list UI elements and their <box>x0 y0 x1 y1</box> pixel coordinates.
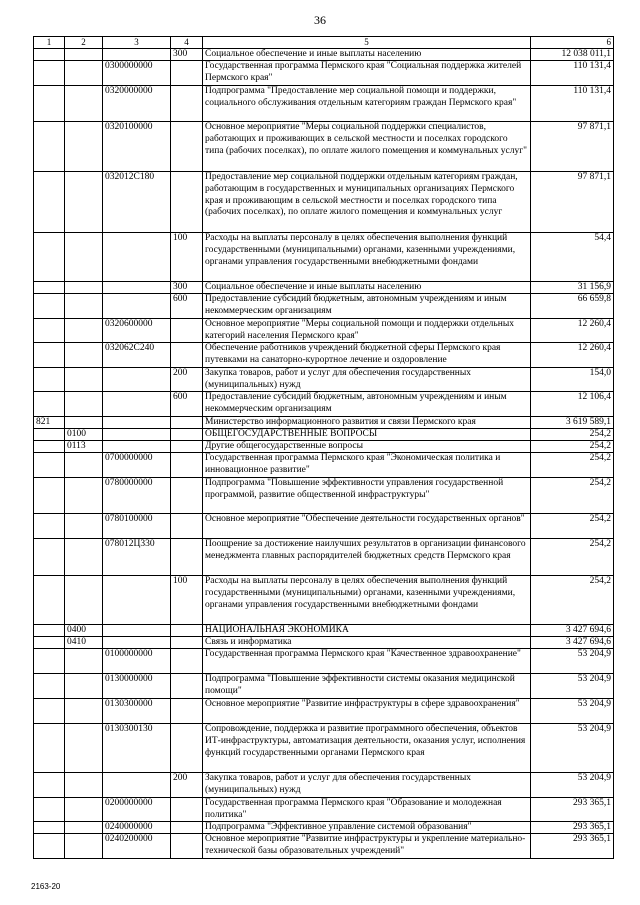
cell-sluzhba <box>33 122 65 171</box>
table-row <box>33 453 614 478</box>
cell-target-article: 032062С240 <box>103 343 171 367</box>
cell-sluzhba <box>33 834 65 858</box>
cell-amount: 154,0 <box>531 368 614 391</box>
cell-sluzhba <box>33 699 65 723</box>
cell-target-article: 0320000000 <box>103 86 171 121</box>
cell-expense-type: 300 <box>171 49 203 60</box>
cell-sluzhba <box>33 172 65 232</box>
table-row <box>33 282 614 294</box>
cell-expense-type <box>171 539 203 575</box>
cell-description: Министерство информационного развития и связи Пермского края <box>203 417 531 428</box>
cell-expense-type <box>171 724 203 772</box>
cell-description: Основное мероприятие "Меры социальной помощи и поддержки отдельных категорий населения Пермского края" <box>203 319 531 342</box>
cell-section <box>65 343 103 367</box>
cell-target-article: 0320600000 <box>103 319 171 342</box>
cell-expense-type: 100 <box>171 233 203 281</box>
cell-amount: 254,2 <box>531 429 614 440</box>
page-number: 36 <box>314 13 326 27</box>
table-row <box>33 343 614 368</box>
table-row <box>33 674 614 699</box>
cell-target-article: 078012Ц330 <box>103 539 171 575</box>
cell-expense-type: 600 <box>171 392 203 416</box>
cell-description: Предоставление мер социальной поддержки отдельным категориям граждан, работающим в государственных и муниципальных организациях Пермского края и проживающим в сельской местности и поселках городского типа (рабочих поселках), по оплате жилого помещения и коммунальных услуг <box>203 172 531 232</box>
cell-expense-type <box>171 514 203 538</box>
cell-amount: 293 365,1 <box>531 822 614 833</box>
table-row <box>33 86 614 122</box>
cell-section <box>65 822 103 833</box>
cell-expense-type <box>171 822 203 833</box>
cell-section <box>65 649 103 673</box>
cell-section <box>65 453 103 477</box>
footer-code: 2163-20 <box>31 882 61 891</box>
cell-expense-type <box>171 441 203 452</box>
cell-amount: 3 619 589,1 <box>531 417 614 428</box>
header-col-2: 2 <box>65 37 103 48</box>
cell-amount: 53 204,9 <box>531 649 614 673</box>
cell-description: Сопровождение, поддержка и развитие программного обеспечения, объектов ИТ-инфраструктуры, автоматизация деятельности, оказания услуг, исполнения функций государственными органами Пермского края <box>203 724 531 772</box>
cell-description: Связь и информатика <box>203 637 531 648</box>
cell-section: 0113 <box>65 441 103 452</box>
cell-target-article: 0130300130 <box>103 724 171 772</box>
cell-section <box>65 319 103 342</box>
cell-sluzhba: 821 <box>33 417 65 428</box>
cell-amount: 53 204,9 <box>531 773 614 797</box>
cell-sluzhba <box>33 49 65 60</box>
cell-section <box>65 699 103 723</box>
cell-expense-type <box>171 637 203 648</box>
cell-sluzhba <box>33 649 65 673</box>
cell-sluzhba <box>33 798 65 821</box>
table-row <box>33 122 614 172</box>
cell-description: Подпрограмма "Повышение эффективности системы оказания медицинской помощи" <box>203 674 531 698</box>
cell-target-article: 0700000000 <box>103 453 171 477</box>
cell-sluzhba <box>33 822 65 833</box>
cell-sluzhba <box>33 514 65 538</box>
cell-sluzhba <box>33 233 65 281</box>
cell-target-article: 0130300000 <box>103 699 171 723</box>
cell-sluzhba <box>33 282 65 293</box>
table-row <box>33 61 614 86</box>
cell-sluzhba <box>33 724 65 772</box>
cell-description: Социальное обеспечение и иные выплаты населению <box>203 49 531 60</box>
cell-description: Государственная программа Пермского края "Социальная поддержка жителей Пермского края" <box>203 61 531 85</box>
cell-description: НАЦИОНАЛЬНАЯ ЭКОНОМИКА <box>203 625 531 636</box>
cell-description: Закупка товаров, работ и услуг для обеспечения государственных (муниципальных) нужд <box>203 773 531 797</box>
cell-target-article <box>103 392 171 416</box>
table-row <box>33 773 614 798</box>
cell-section <box>65 172 103 232</box>
table-row <box>33 417 614 429</box>
cell-description: Социальное обеспечение и иные выплаты населению <box>203 282 531 293</box>
table-row <box>33 233 614 282</box>
cell-target-article <box>103 773 171 797</box>
table-row <box>33 294 614 319</box>
table-row <box>33 478 614 514</box>
cell-amount: 3 427 694,6 <box>531 637 614 648</box>
cell-sluzhba <box>33 478 65 513</box>
cell-section <box>65 674 103 698</box>
cell-expense-type <box>171 834 203 858</box>
header-col-4: 4 <box>171 37 203 48</box>
cell-section <box>65 86 103 121</box>
table-row <box>33 368 614 392</box>
cell-section: 0400 <box>65 625 103 636</box>
cell-description: Подпрограмма "Предоставление мер социальной помощи и поддержки, социального обслуживания отдельным категориям граждан Пермского края" <box>203 86 531 121</box>
cell-amount: 254,2 <box>531 576 614 624</box>
cell-target-article: 0200000000 <box>103 798 171 821</box>
cell-description: Обеспечение работников учреждений бюджетной сферы Пермского края путевками на санаторно-курортное лечение и оздоровление <box>203 343 531 367</box>
cell-description: Государственная программа Пермского края "Экономическая политика и инновационное развитие" <box>203 453 531 477</box>
cell-target-article <box>103 637 171 648</box>
cell-target-article: 0100000000 <box>103 649 171 673</box>
cell-target-article: 0130000000 <box>103 674 171 698</box>
cell-description: ОБЩЕГОСУДАРСТВЕННЫЕ ВОПРОСЫ <box>203 429 531 440</box>
cell-sluzhba <box>33 392 65 416</box>
cell-amount: 293 365,1 <box>531 798 614 821</box>
cell-target-article: 0780100000 <box>103 514 171 538</box>
cell-amount: 97 871,1 <box>531 172 614 232</box>
header-col-3: 3 <box>103 37 171 48</box>
cell-description: Другие общегосударственные вопросы <box>203 441 531 452</box>
cell-expense-type <box>171 625 203 636</box>
header-col-6: 6 <box>531 37 614 48</box>
header-col-5: 5 <box>203 37 531 48</box>
cell-expense-type: 100 <box>171 576 203 624</box>
cell-target-article <box>103 233 171 281</box>
cell-expense-type <box>171 122 203 171</box>
cell-target-article: 0240000000 <box>103 822 171 833</box>
cell-description: Государственная программа Пермского края "Качественное здравоохранение" <box>203 649 531 673</box>
cell-target-article: 032012С180 <box>103 172 171 232</box>
table-row <box>33 392 614 417</box>
table-row <box>33 576 614 625</box>
cell-expense-type <box>171 86 203 121</box>
table-row <box>33 514 614 539</box>
cell-section <box>65 478 103 513</box>
cell-expense-type <box>171 417 203 428</box>
cell-description: Подпрограмма "Эффективное управление системой образования" <box>203 822 531 833</box>
cell-section <box>65 368 103 391</box>
cell-sluzhba <box>33 441 65 452</box>
cell-target-article <box>103 368 171 391</box>
cell-section <box>65 417 103 428</box>
cell-sluzhba <box>33 637 65 648</box>
cell-section <box>65 282 103 293</box>
cell-section <box>65 514 103 538</box>
cell-sluzhba <box>33 539 65 575</box>
cell-expense-type <box>171 172 203 232</box>
table-row <box>33 319 614 343</box>
cell-description: Закупка товаров, работ и услуг для обеспечения государственных (муниципальных) нужд <box>203 368 531 391</box>
cell-section <box>65 724 103 772</box>
cell-amount: 3 427 694,6 <box>531 625 614 636</box>
cell-amount: 12 106,4 <box>531 392 614 416</box>
cell-description: Основное мероприятие "Развитие инфраструктуры в сфере здравоохранения" <box>203 699 531 723</box>
cell-sluzhba <box>33 625 65 636</box>
cell-sluzhba <box>33 453 65 477</box>
cell-amount: 254,2 <box>531 453 614 477</box>
cell-section <box>65 294 103 318</box>
cell-amount: 12 038 011,1 <box>531 49 614 60</box>
cell-section <box>65 49 103 60</box>
cell-section <box>65 233 103 281</box>
table-row <box>33 49 614 61</box>
cell-target-article: 0320100000 <box>103 122 171 171</box>
table-row <box>33 649 614 674</box>
cell-sluzhba <box>33 429 65 440</box>
cell-sluzhba <box>33 319 65 342</box>
cell-amount: 12 260,4 <box>531 343 614 367</box>
cell-description: Подпрограмма "Повышение эффективности управления государственной программой, развитие общественной инфраструктуры" <box>203 478 531 513</box>
cell-sluzhba <box>33 674 65 698</box>
header-col-1: 1 <box>33 37 65 48</box>
cell-description: Расходы на выплаты персоналу в целях обеспечения выполнения функций государственными (муниципальными) органами, казенными учреждениями, органами управления государственными внебюджетными фондами <box>203 233 531 281</box>
cell-sluzhba <box>33 343 65 367</box>
cell-amount: 53 204,9 <box>531 724 614 772</box>
cell-target-article: 0300000000 <box>103 61 171 85</box>
cell-amount: 293 365,1 <box>531 834 614 858</box>
cell-sluzhba <box>33 61 65 85</box>
cell-amount: 31 156,9 <box>531 282 614 293</box>
cell-description: Государственная программа Пермского края "Образование и молодежная политика" <box>203 798 531 821</box>
cell-target-article <box>103 49 171 60</box>
cell-section <box>65 122 103 171</box>
table-row <box>33 798 614 822</box>
cell-description: Поощрение за достижение наилучших результатов в организации финансового менеджмента главных распорядителей бюджетных средств Пермского края <box>203 539 531 575</box>
cell-description: Основное мероприятие "Меры социальной поддержки специалистов, работающих и проживающих в сельской местности и поселках городского типа (рабочих поселках), по оплате жилого помещения и коммунальных услуг" <box>203 122 531 171</box>
cell-amount: 54,4 <box>531 233 614 281</box>
table-header-row <box>33 36 614 49</box>
cell-expense-type: 200 <box>171 368 203 391</box>
cell-description: Основное мероприятие "Обеспечение деятельности государственных органов" <box>203 514 531 538</box>
cell-expense-type <box>171 343 203 367</box>
cell-expense-type <box>171 61 203 85</box>
cell-target-article <box>103 429 171 440</box>
cell-target-article <box>103 576 171 624</box>
cell-sluzhba <box>33 294 65 318</box>
budget-table <box>33 36 614 859</box>
table-row <box>33 724 614 773</box>
table-row <box>33 429 614 441</box>
cell-section <box>65 798 103 821</box>
cell-description: Предоставление субсидий бюджетным, автономным учреждениям и иным некоммерческим организациям <box>203 294 531 318</box>
cell-section: 0100 <box>65 429 103 440</box>
cell-amount: 110 131,4 <box>531 86 614 121</box>
cell-description: Предоставление субсидий бюджетным, автономным учреждениям и иным некоммерческим организациям <box>203 392 531 416</box>
cell-description: Расходы на выплаты персоналу в целях обеспечения выполнения функций государственными (муниципальными) органами, казенными учреждениями, органами управления государственными внебюджетными фондами <box>203 576 531 624</box>
cell-section <box>65 539 103 575</box>
cell-expense-type <box>171 798 203 821</box>
cell-target-article <box>103 441 171 452</box>
table-row <box>33 822 614 834</box>
table-row <box>33 441 614 453</box>
cell-expense-type <box>171 478 203 513</box>
cell-amount: 66 659,8 <box>531 294 614 318</box>
cell-description: Основное мероприятие "Развитие инфраструктуры и укрепление материально-технической базы образовательных учреждений" <box>203 834 531 858</box>
cell-sluzhba <box>33 576 65 624</box>
cell-expense-type <box>171 453 203 477</box>
table-row <box>33 699 614 724</box>
cell-target-article: 0240200000 <box>103 834 171 858</box>
cell-amount: 254,2 <box>531 539 614 575</box>
cell-amount: 12 260,4 <box>531 319 614 342</box>
cell-amount: 254,2 <box>531 441 614 452</box>
cell-section <box>65 392 103 416</box>
cell-target-article: 0780000000 <box>103 478 171 513</box>
cell-expense-type: 600 <box>171 294 203 318</box>
cell-section: 0410 <box>65 637 103 648</box>
table-row <box>33 637 614 649</box>
cell-amount: 97 871,1 <box>531 122 614 171</box>
cell-amount: 53 204,9 <box>531 674 614 698</box>
cell-expense-type: 300 <box>171 282 203 293</box>
cell-target-article <box>103 625 171 636</box>
cell-sluzhba <box>33 773 65 797</box>
cell-sluzhba <box>33 368 65 391</box>
cell-amount: 254,2 <box>531 478 614 513</box>
cell-section <box>65 576 103 624</box>
cell-expense-type <box>171 649 203 673</box>
cell-section <box>65 834 103 858</box>
cell-expense-type <box>171 674 203 698</box>
cell-amount: 254,2 <box>531 514 614 538</box>
table-row <box>33 625 614 637</box>
cell-target-article <box>103 417 171 428</box>
cell-amount: 110 131,4 <box>531 61 614 85</box>
cell-expense-type <box>171 319 203 342</box>
table-row <box>33 539 614 576</box>
table-row <box>33 172 614 233</box>
cell-sluzhba <box>33 86 65 121</box>
table-row <box>33 834 614 859</box>
cell-target-article <box>103 282 171 293</box>
cell-expense-type: 200 <box>171 773 203 797</box>
cell-expense-type <box>171 699 203 723</box>
cell-expense-type <box>171 429 203 440</box>
cell-section <box>65 773 103 797</box>
cell-target-article <box>103 294 171 318</box>
cell-section <box>65 61 103 85</box>
cell-amount: 53 204,9 <box>531 699 614 723</box>
